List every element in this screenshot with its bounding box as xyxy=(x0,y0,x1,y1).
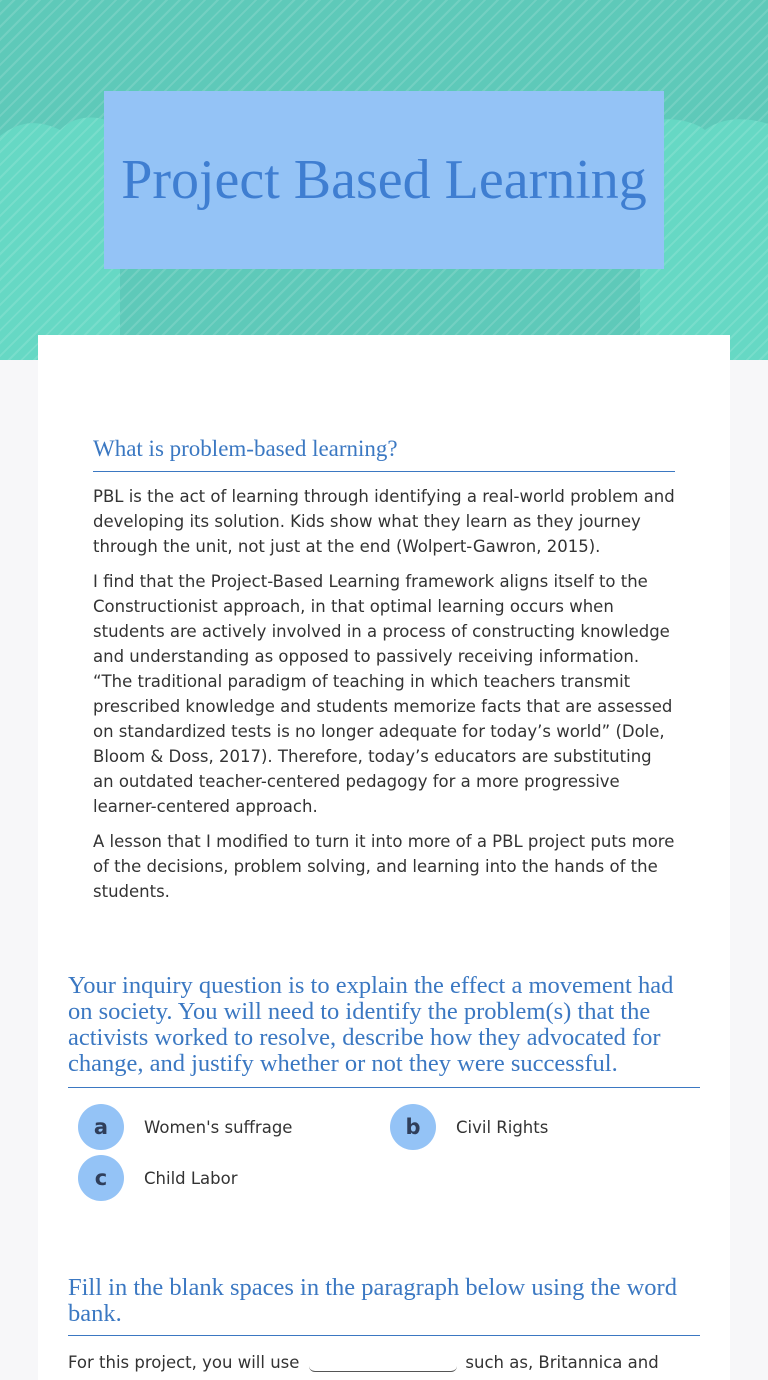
option-label: Child Labor xyxy=(144,1168,238,1188)
title-box xyxy=(104,91,664,269)
option-letter-badge: b xyxy=(390,1104,436,1150)
paragraph: PBL is the act of learning through identifying a real-world problem and developing its solution. Kids show what they learn as they journey through the unit, not just at the end (Wolpert-Gawron, 2015). xyxy=(93,487,675,556)
page-title: Project Based Learning xyxy=(121,149,647,211)
choice-options xyxy=(68,1104,700,1214)
option-c[interactable] xyxy=(78,1155,238,1201)
worksheet-card xyxy=(38,335,730,1380)
fill-blank-sentence xyxy=(68,1350,700,1372)
sentence-text: For this project, you will use xyxy=(68,1353,300,1372)
blank-input[interactable] xyxy=(309,1350,457,1372)
inquiry-section xyxy=(68,973,700,1214)
paragraph: A lesson that I modified to turn it into more of a PBL project puts more of the decisions, problem solving, and learning into the hands of the students. xyxy=(93,832,675,901)
option-b[interactable] xyxy=(390,1104,548,1150)
paragraph: I find that the Project-Based Learning framework aligns itself to the Constructionist approach, in that optimal learning occurs when students are actively involved in a process of constructing knowledge and understanding as opposed to passively receiving information. “The traditional paradigm of teaching in which teachers transmit prescribed knowledge and students memorize facts that are assessed on standardized tests is no longer adequate for today’s world” (Dole, Bloom & Doss, 2017). Therefore, today’s educators are substituting an outdated teacher-centered pedagogy for a more progressive learner-centered approach. xyxy=(93,572,673,816)
option-label: Women's suffrage xyxy=(144,1117,293,1137)
intro-section xyxy=(93,435,675,904)
sentence-text: such as, Britannica and xyxy=(465,1353,659,1372)
option-label: Civil Rights xyxy=(456,1117,549,1137)
section-heading: What is problem-based learning? xyxy=(93,435,675,472)
fill-blank-section xyxy=(68,1275,700,1372)
option-letter-badge: a xyxy=(78,1104,124,1150)
option-letter-badge: c xyxy=(78,1155,124,1201)
inquiry-question: Your inquiry question is to explain the effect a movement had on society. You will need to identify the problem(s) that the activists worked to resolve, describe how they advocated for change, and justify whether or not they were successful. xyxy=(68,973,700,1088)
fill-blank-heading: Fill in the blank spaces in the paragraph below using the word bank. xyxy=(68,1275,700,1336)
option-a[interactable] xyxy=(78,1104,292,1150)
